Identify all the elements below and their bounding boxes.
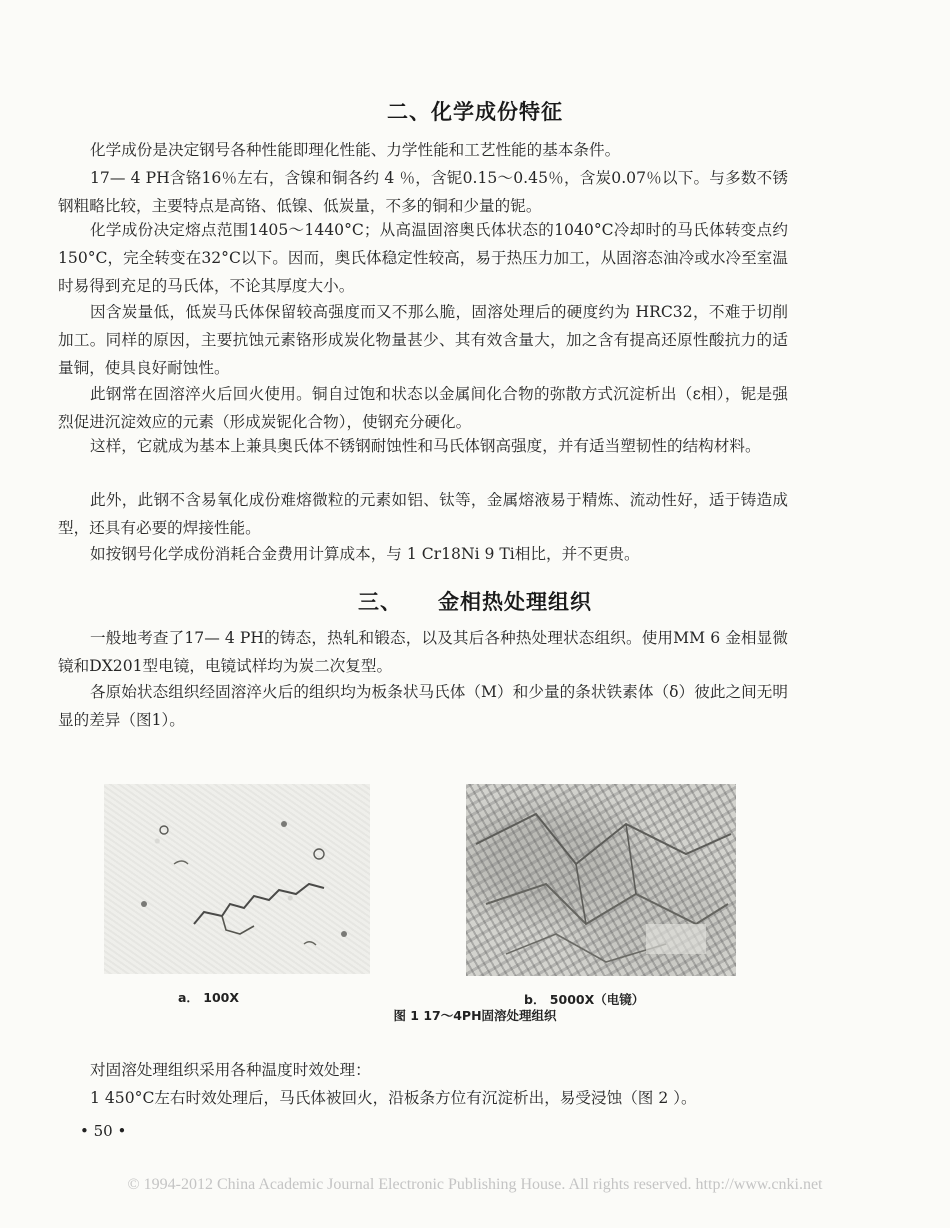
- section-3-title: 金相热处理组织: [438, 590, 592, 614]
- figure-1-panel-b-label: b． 5000X（电镜）: [524, 992, 645, 1007]
- section-2-paragraph-6: 这样，它就成为基本上兼具奥氏体不锈钢耐蚀性和马氏体钢高强度，并有适当塑韧性的结构材料。: [90, 437, 761, 455]
- section-2-paragraph-1: 化学成份是决定钢号各种性能即理化性能、力学性能和工艺性能的基本条件。: [90, 141, 621, 159]
- section-2-paragraph-4: 因含炭量低，低炭马氏体保留较高强度而又不那么脆，固溶处理后的硬度约为 HRC32，不难于切削加工。同样的原因，主要抗蚀元素铬形成炭化物量甚少、其有效含量大，加之含有提高还原性酸抗力的适量铜，使具良好耐蚀性。: [58, 303, 788, 377]
- page-number: • 50 •: [80, 1122, 127, 1140]
- copyright-footer: © 1994-2012 China Academic Journal Electronic Publishing House. All rights reserved. http://www.cnki.net: [127, 1176, 823, 1193]
- section-2-paragraph-3: 化学成份决定熔点范围1405～1440°C；从高温固溶奥氏体状态的1040°C冷却时的马氏体转变点约150°C，完全转变在32°C以下。因而，奥氏体稳定性较高，易于热压力加工，从固溶态油冷或水冷至室温时易得到充足的马氏体，不论其厚度大小。: [58, 221, 788, 295]
- micrograph-5000x: [466, 784, 736, 976]
- section-3-paragraph-2: 各原始状态组织经固溶淬火后的组织均为板条状马氏体（M）和少量的条状铁素体（δ）彼此之间无明显的差异（图1）。: [58, 683, 788, 729]
- figure-1-panel-a-label: a． 100X: [178, 990, 240, 1005]
- after-figure-paragraph-1: 对固溶处理组织采用各种温度时效处理：: [90, 1061, 371, 1079]
- section-2-heading: 二、化学成份特征: [387, 100, 563, 124]
- after-figure-paragraph-2: 1 450°C左右时效处理后，马氏体被回火，沿板条方位有沉淀析出，易受浸蚀（图 2 ）。: [90, 1089, 697, 1107]
- section-3-number: 三、: [358, 590, 402, 614]
- micrograph-100x: [104, 784, 370, 974]
- section-3-paragraph-1: 一般地考查了17— 4 PH的铸态，热轧和锻态，以及其后各种热处理状态组织。使用MM 6 金相显微镜和DX201型电镜，电镜试样均为炭二次复型。: [58, 629, 788, 675]
- figure-1-caption: 图 1 17～4PH固溶处理组织: [393, 1008, 557, 1023]
- section-2-paragraph-7: 此外，此钢不含易氧化成份难熔微粒的元素如铝、钛等，金属熔液易于精炼、流动性好，适于铸造成型，还具有必要的焊接性能。: [58, 491, 788, 537]
- section-3-heading: [0, 586, 950, 616]
- section-2-paragraph-2: 17— 4 PH含铬16％左右，含镍和铜各约 4 ％，含铌0.15～0.45％，含炭0.07％以下。与多数不锈钢粗略比较，主要特点是高铬、低镍、低炭量，不多的铜和少量的铌。: [58, 169, 788, 215]
- section-2-paragraph-8: 如按钢号化学成份消耗合金费用计算成本，与 1 Cr18Ni 9 Ti相比，并不更贵。: [90, 545, 640, 563]
- section-2-paragraph-5: 此钢常在固溶淬火后回火使用。铜自过饱和状态以金属间化合物的弥散方式沉淀析出（ε相），铌是强烈促进沉淀效应的元素（形成炭铌化合物），使钢充分硬化。: [58, 385, 788, 431]
